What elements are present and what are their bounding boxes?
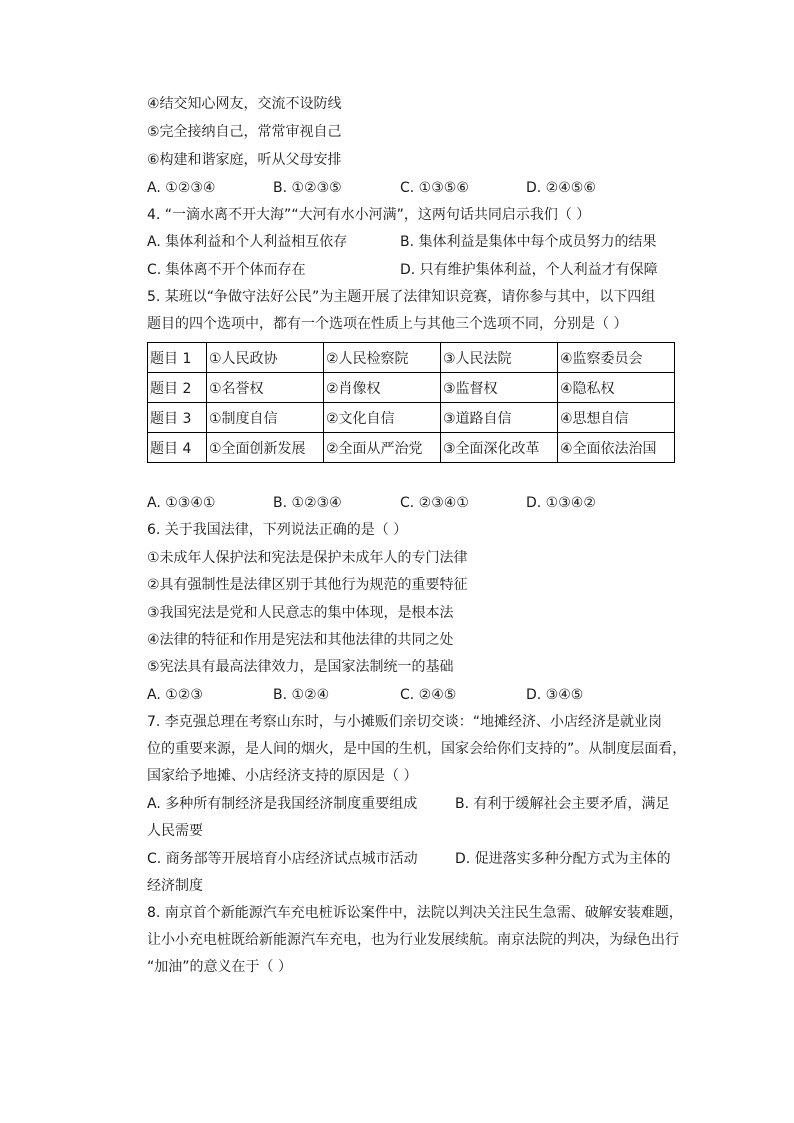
table-cell: ②人民检察院 [324, 343, 441, 373]
q6-option-d[interactable]: D. ③④⑤ [526, 687, 584, 703]
q7-stem-line-1: 7. 李克强总理在考察山东时，与小摊贩们亲切交谈：“地摊经济、小店经济是就业岗 [147, 714, 663, 730]
q4-option-c[interactable]: C. 集体离不开个体而存在 [147, 262, 306, 278]
q4-option-b[interactable]: B. 集体利益是集体中每个成员努力的结果 [400, 234, 657, 250]
q4-option-a[interactable]: A. 集体利益和个人利益相互依存 [147, 234, 348, 250]
table-cell: ④隐私权 [558, 373, 675, 403]
q6-item-3: ③我国宪法是党和人民意志的集中体现，是根本法 [147, 605, 454, 621]
table-cell: ①名誉权 [207, 373, 324, 403]
q6-item-2: ②具有强制性是法律区别于其他行为规范的重要特征 [147, 577, 468, 593]
q3-option-a[interactable]: A. ①②③④ [147, 180, 216, 196]
q4-option-d[interactable]: D. 只有维护集体利益，个人利益才有保障 [400, 262, 658, 278]
table-cell: ②全面从严治党 [324, 433, 441, 463]
q7-option-b[interactable]: B. 有利于缓解社会主要矛盾，满足 [455, 796, 670, 812]
q5-table [147, 342, 675, 463]
q3-item-5: ⑤完全接纳自己，常常审视自己 [147, 124, 342, 140]
q5-option-a[interactable]: A. ①③④① [147, 495, 216, 511]
q6-option-c[interactable]: C. ②④⑤ [400, 687, 457, 703]
q8-stem-line-2: 让小小充电桩既给新能源汽车充电，也为行业发展续航。南京法院的判决，为绿色出行 [147, 932, 679, 948]
table-row [148, 433, 675, 463]
q7-stem-line-2: 位的重要来源，是人间的烟火，是中国的生机，国家会给你们支持的”。从制度层面看， [147, 741, 687, 757]
table-cell: ③监督权 [441, 373, 558, 403]
table-cell: 题目 4 [148, 433, 207, 463]
q7-option-b-cont: 人民需要 [147, 823, 203, 839]
q5-option-c[interactable]: C. ②③④① [400, 495, 469, 511]
q8-stem-line-1: 8. 南京首个新能源汽车充电桩诉讼案件中，法院以判决关注民生急需、破解安装难题， [147, 905, 683, 921]
table-cell: ④思想自信 [558, 403, 675, 433]
q3-option-c[interactable]: C. ①③⑤⑥ [400, 180, 469, 196]
q4-stem: 4. “一滴水离不开大海”“大河有水小河满”，这两句话共同启示我们（ ） [147, 207, 591, 223]
table-cell: ①全面创新发展 [207, 433, 324, 463]
table-cell: ①人民政协 [207, 343, 324, 373]
q6-item-4: ④法律的特征和作用是宪法和其他法律的共同之处 [147, 632, 454, 648]
q3-item-6: ⑥构建和谐家庭，听从父母安排 [147, 152, 342, 168]
table-cell: 题目 2 [148, 373, 207, 403]
q7-option-c[interactable]: C. 商务部等开展培育小店经济试点城市活动 [147, 851, 418, 867]
q3-item-4: ④结交知心网友，交流不设防线 [147, 96, 342, 112]
table-cell: 题目 3 [148, 403, 207, 433]
table-cell: ①制度自信 [207, 403, 324, 433]
q5-stem-line-1: 5. 某班以“争做守法好公民”为主题开展了法律知识竞赛，请你参与其中，以下四组 [147, 289, 656, 305]
q5-option-b[interactable]: B. ①②③④ [273, 495, 342, 511]
q7-stem-line-3: 国家给予地摊、小店经济支持的原因是（ ） [147, 768, 418, 784]
q6-item-5: ⑤宪法具有最高法律效力，是国家法制统一的基础 [147, 659, 454, 675]
table-row [148, 373, 675, 403]
table-cell: 题目 1 [148, 343, 207, 373]
table-cell: ③道路自信 [441, 403, 558, 433]
q6-item-1: ①未成年人保护法和宪法是保护未成年人的专门法律 [147, 550, 468, 566]
table-cell: ②肖像权 [324, 373, 441, 403]
table-cell: ③全面深化改革 [441, 433, 558, 463]
q3-option-b[interactable]: B. ①②③⑤ [273, 180, 342, 196]
q6-option-a[interactable]: A. ①②③ [147, 687, 203, 703]
q7-option-d[interactable]: D. 促进落实多种分配方式为主体的 [455, 851, 671, 867]
q5-stem-line-2: 题目的四个选项中，都有一个选项在性质上与其他三个选项不同，分别是（ ） [147, 316, 628, 332]
table-row [148, 403, 675, 433]
table-cell: ④全面依法治国 [558, 433, 675, 463]
q5-option-d[interactable]: D. ①③④② [526, 495, 596, 511]
q6-stem: 6. 关于我国法律，下列说法正确的是（ ） [147, 522, 408, 538]
q6-option-b[interactable]: B. ①②④ [273, 687, 330, 703]
q7-option-d-cont: 经济制度 [147, 878, 203, 894]
q7-option-a[interactable]: A. 多种所有制经济是我国经济制度重要组成 [147, 796, 418, 812]
table-row [148, 343, 675, 373]
q3-option-d[interactable]: D. ②④⑤⑥ [526, 180, 596, 196]
table-cell: ④监察委员会 [558, 343, 675, 373]
table-cell: ③人民法院 [441, 343, 558, 373]
table-cell: ②文化自信 [324, 403, 441, 433]
q8-stem-line-3: “加油”的意义在于（ ） [147, 959, 292, 975]
